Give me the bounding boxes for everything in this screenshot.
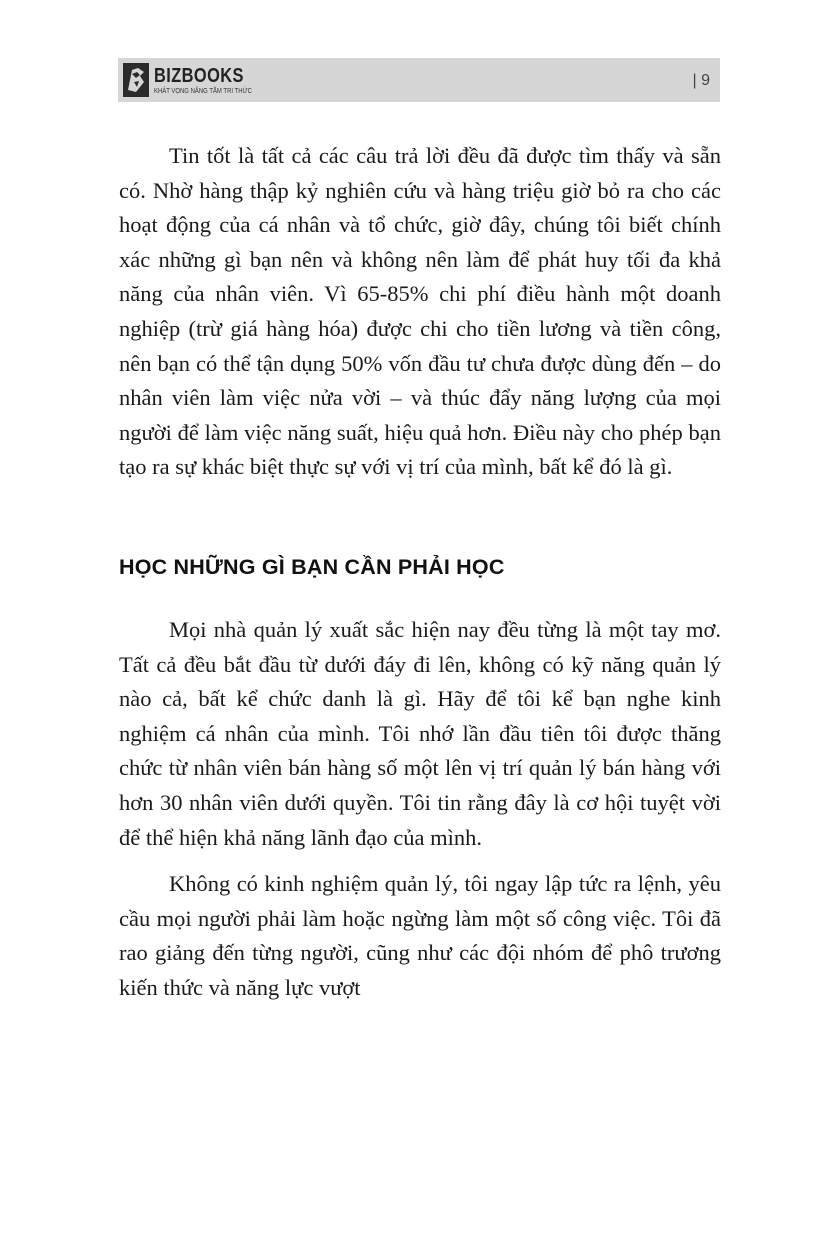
bizbooks-logo-icon [122, 62, 150, 98]
page-header [118, 58, 720, 102]
bizbooks-logo [122, 62, 269, 98]
body-paragraph: Không có kinh nghiệm quản lý, tôi ngay lập tức ra lệnh, yêu cầu mọi người phải làm hoặc ngừng làm một số công việc. Tôi đã rao giảng đến từng người, cũng như các đội nhóm để phô trương kiến thức và năng lực vượt [119, 871, 721, 1000]
section-heading: HỌC NHỮNG GÌ BẠN CẦN PHẢI HỌC [119, 554, 505, 579]
brand-name: BIZBOOKS [154, 64, 244, 87]
brand-tagline: KHÁT VỌNG NÂNG TẦM TRI THỨC [154, 87, 252, 95]
page-body [119, 139, 721, 1005]
body-paragraph: Tin tốt là tất cả các câu trả lời đều đã được tìm thấy và sẵn có. Nhờ hàng thập kỷ nghiên cứu và hàng triệu giờ bỏ ra cho các hoạt động của cá nhân và tổ chức, giờ đây, chúng tôi biết chính xác những gì bạn nên và không nên làm để phát huy tối đa khả năng của nhân viên. Vì 65-85% chi phí điều hành một doanh nghiệp (trừ giá hàng hóa) được chi cho tiền lương và tiền công, nên bạn có thể tận dụng 50% vốn đầu tư chưa được dùng đến – do nhân viên làm việc nửa vời – và thúc đẩy năng lượng của mọi người để làm việc năng suất, hiệu quả hơn. Điều này cho phép bạn tạo ra sự khác biệt thực sự với vị trí của mình, bất kể đó là gì. [119, 143, 721, 480]
page-number: | 9 [692, 72, 710, 89]
body-paragraph: Mọi nhà quản lý xuất sắc hiện nay đều từng là một tay mơ. Tất cả đều bắt đầu từ dưới đáy đi lên, không có kỹ năng quản lý nào cả, bất kể chức danh là gì. Hãy để tôi kể bạn nghe kinh nghiệm cá nhân của mình. Tôi nhớ lần đầu tiên tôi được thăng chức từ nhân viên bán hàng số một lên vị trí quản lý bán hàng với hơn 30 nhân viên dưới quyền. Tôi tin rằng đây là cơ hội tuyệt vời để thể hiện khả năng lãnh đạo của mình. [119, 616, 721, 850]
